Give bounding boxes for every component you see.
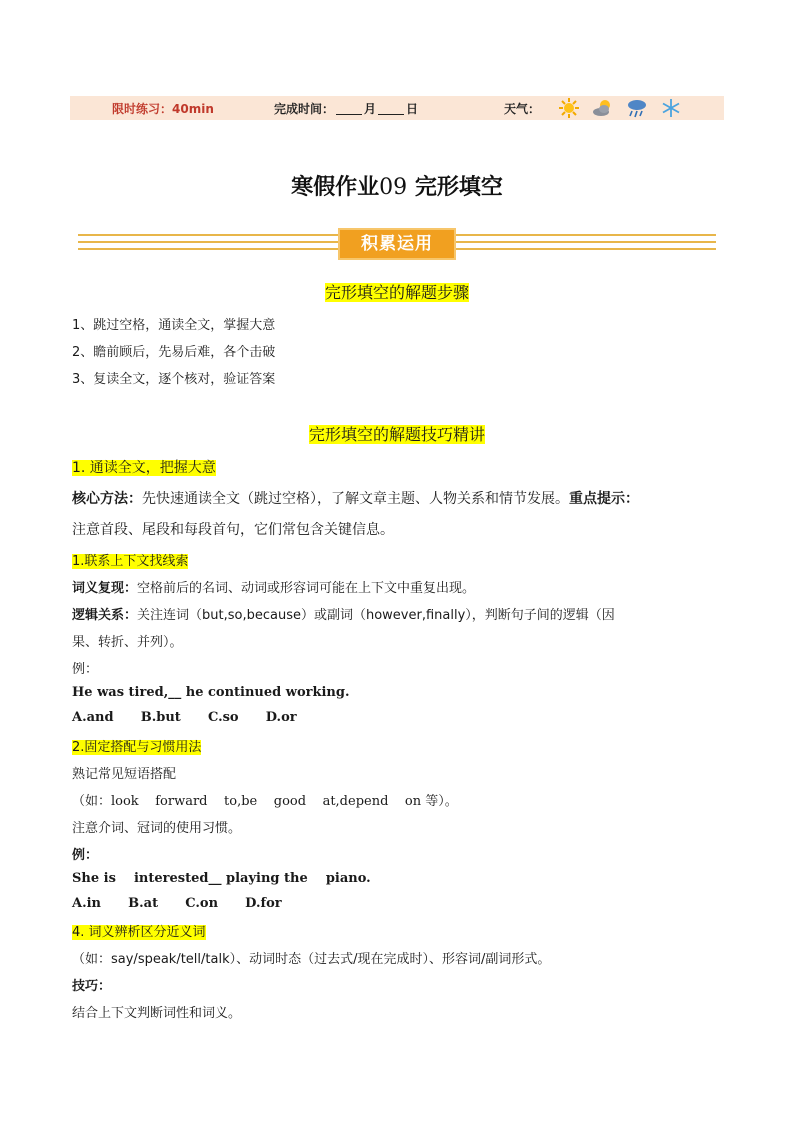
- rain-cloud-icon: [626, 97, 648, 119]
- paragraph: 熟记常见短语搭配: [72, 767, 177, 782]
- time-limit: 限时练习：40min: [112, 102, 214, 116]
- completion-time: 完成时间： 月 日: [274, 102, 419, 116]
- month-blank: [336, 102, 362, 115]
- list-item: 3、复读全文，逐个核对，验证答案: [72, 372, 276, 387]
- example-label: 例：: [72, 662, 99, 677]
- tip-label: 技巧：: [72, 979, 112, 994]
- section-heading: 4. 词义辨析区分近义词: [72, 925, 206, 940]
- snowflake-icon: [660, 97, 682, 119]
- paragraph: 核心方法：先快速通读全文（跳过空格），了解文章主题、人物关系和情节发展。重点提示：: [72, 491, 639, 507]
- header-bar: [70, 96, 724, 120]
- example-sentence: She is interested__ playing the piano.: [72, 871, 371, 886]
- example-label: 例：: [72, 848, 99, 863]
- example-sentence: He was tired,__ he continued working.: [72, 685, 350, 700]
- weather-icons: [558, 97, 682, 119]
- page-title: 寒假作业09 完形填空: [291, 175, 503, 200]
- section-heading: 1. 通读全文，把握大意: [72, 460, 216, 476]
- paragraph: 词义复现：空格前后的名词、动词或形容词可能在上下文中重复出现。: [72, 581, 476, 596]
- sun-icon: [558, 97, 580, 119]
- paragraph: 注意首段、尾段和每段首句，它们常包含关键信息。: [72, 522, 394, 538]
- paragraph: （如：say/speak/tell/talk）、动词时态（过去式/现在完成时）、形容词/副词形式。: [72, 952, 551, 967]
- paragraph: 逻辑关系：关注连词（but,so,because）或副词（however,finally），判断句子间的逻辑（因: [72, 608, 615, 623]
- partly-cloudy-icon: [592, 97, 614, 119]
- section-heading: 2.固定搭配与习惯用法: [72, 740, 202, 755]
- paragraph: 注意介词、冠词的使用习惯。: [72, 821, 242, 836]
- list-item: 2、瞻前顾后，先易后难，各个击破: [72, 345, 276, 360]
- section-banner: 积累运用: [338, 228, 456, 260]
- list-item: 1、跳过空格，通读全文，掌握大意: [72, 318, 276, 333]
- paragraph: 结合上下文判断词性和词义。: [72, 1006, 242, 1021]
- skills-title: 完形填空的解题技巧精讲: [308, 425, 485, 444]
- example-options: A.and B.but C.so D.or: [72, 710, 297, 725]
- example-options: A.in B.at C.on D.for: [72, 896, 282, 911]
- section-heading: 1.联系上下文找线索: [72, 554, 189, 569]
- steps-title: 完形填空的解题步骤: [324, 283, 469, 302]
- day-blank: [378, 102, 404, 115]
- weather-label: 天气：: [504, 102, 541, 116]
- paragraph: （如：look forward to,be good at,depend on 等）。: [72, 794, 458, 809]
- paragraph: 果、转折、并列）。: [72, 635, 183, 650]
